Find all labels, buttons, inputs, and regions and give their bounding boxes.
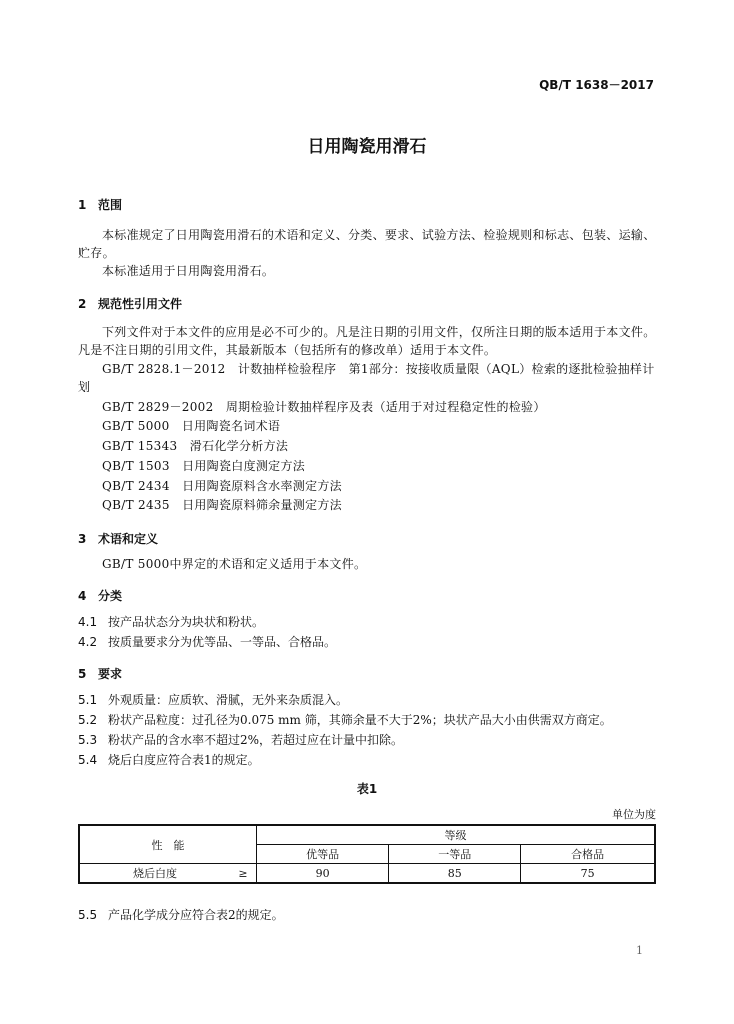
reference-code: GB/T 5000: [102, 419, 170, 433]
reference-name: 日用陶瓷原料含水率测定方法: [182, 479, 342, 493]
table-row-label: 烧后白度: [79, 864, 230, 884]
reference-code: QB/T 2434: [102, 479, 170, 493]
clause-number: 4.1: [78, 615, 98, 629]
clause-number: 5.4: [78, 753, 98, 767]
table-unit: 单位为度: [612, 808, 656, 821]
clause-number: 4.2: [78, 635, 98, 649]
section-title: 分类: [98, 589, 123, 603]
reference-name: 日用陶瓷原料筛余量测定方法: [182, 498, 342, 512]
reference-item: [78, 360, 656, 396]
section-number: 3: [78, 532, 87, 546]
clause-number: 5.2: [78, 713, 98, 727]
reference-name: 滑石化学分析方法: [189, 439, 289, 453]
clause-5-5: [78, 906, 284, 923]
reference-code: GB/T 2829－2002: [102, 400, 214, 414]
reference-item: [78, 496, 656, 514]
table-header-grade-3: 合格品: [521, 845, 655, 864]
reference-item: [78, 437, 656, 455]
section-1-paragraph-2: 本标准适用于日用陶瓷用滑石。: [102, 264, 275, 278]
section-3-heading: [78, 530, 158, 547]
clause-text: 产品化学成分应符合表2的规定。: [108, 908, 284, 922]
table-caption: 表1: [356, 782, 378, 796]
reference-name: 日用陶瓷名词术语: [181, 419, 281, 433]
clause-number: 5.1: [78, 693, 98, 707]
clause-text: 外观质量：应质软、滑腻，无外来杂质混入。: [108, 693, 349, 707]
section-2-heading: [78, 295, 182, 312]
section-number: 4: [78, 589, 87, 603]
table-cell: 75: [521, 864, 655, 884]
reference-item: [78, 457, 656, 475]
section-number: 2: [78, 297, 87, 311]
clause-text: 按质量要求分为优等品、一等品、合格品。: [108, 635, 337, 649]
clause-5-2: [78, 711, 612, 728]
table-header-property: 性 能: [79, 825, 257, 864]
reference-item: [78, 398, 656, 416]
reference-code: GB/T 15343: [102, 439, 178, 453]
table-header-grade-2: 一等品: [389, 845, 521, 864]
clause-text: 烧后白度应符合表1的规定。: [108, 753, 260, 767]
clause-number: 5.3: [78, 733, 98, 747]
standard-code: QB/T 1638－2017: [539, 78, 654, 92]
section-5-heading: [78, 665, 122, 682]
section-title: 要求: [98, 667, 123, 681]
section-title: 范围: [98, 198, 123, 212]
clause-4-1: [78, 613, 264, 630]
reference-name: 周期检验计数抽样程序及表（适用于对过程稳定性的检验）: [225, 400, 546, 414]
table-row-operator: ≥: [230, 864, 257, 884]
section-3-paragraph-1: GB/T 5000中界定的术语和定义适用于本文件。: [102, 557, 367, 571]
section-number: 1: [78, 198, 87, 212]
clause-5-4: [78, 751, 260, 768]
reference-code: QB/T 2435: [102, 498, 170, 512]
reference-item: [78, 417, 656, 435]
reference-code: GB/T 2828.1－2012: [102, 362, 226, 376]
table-cell: 85: [389, 864, 521, 884]
table-cell: 90: [257, 864, 389, 884]
section-1-heading: [78, 196, 122, 213]
reference-item: [78, 477, 656, 495]
section-1-paragraph-1: 本标准规定了日用陶瓷用滑石的术语和定义、分类、要求、试验方法、检验规则和标志、包装、运输、贮存。: [78, 228, 656, 260]
clause-5-1: [78, 691, 348, 708]
section-title: 规范性引用文件: [98, 297, 183, 311]
page-number: 1: [636, 944, 643, 957]
section-number: 5: [78, 667, 87, 681]
reference-code: QB/T 1503: [102, 459, 170, 473]
document-title: 日用陶瓷用滑石: [307, 137, 427, 157]
clause-4-2: [78, 633, 336, 650]
clause-number: 5.5: [78, 908, 98, 922]
clause-5-3: [78, 731, 403, 748]
table-header-grade-1: 优等品: [257, 845, 389, 864]
section-title: 术语和定义: [98, 532, 159, 546]
reference-name: 计数抽样检验程序 第1部分：按接收质量限（AQL）检索的逐批检验抽样计划: [78, 362, 655, 394]
clause-text: 粉状产品的含水率不超过2%，若超过应在计量中扣除。: [108, 733, 404, 747]
section-4-heading: [78, 587, 122, 604]
table-row: [79, 864, 655, 884]
table-header-grade: 等级: [257, 825, 656, 845]
table-1: [78, 824, 656, 884]
clause-text: 按产品状态分为块状和粉状。: [108, 615, 265, 629]
reference-name: 日用陶瓷白度测定方法: [182, 459, 306, 473]
section-2-paragraph-1: 下列文件对于本文件的应用是必不可少的。凡是注日期的引用文件，仅所注日期的版本适用于本文件。凡是不注日期的引用文件，其最新版本（包括所有的修改单）适用于本文件。: [78, 325, 656, 357]
clause-text: 粉状产品粒度：过孔径为0.075 mm 筛，其筛余量不大于2%；块状产品大小由供需双方商定。: [108, 713, 612, 727]
